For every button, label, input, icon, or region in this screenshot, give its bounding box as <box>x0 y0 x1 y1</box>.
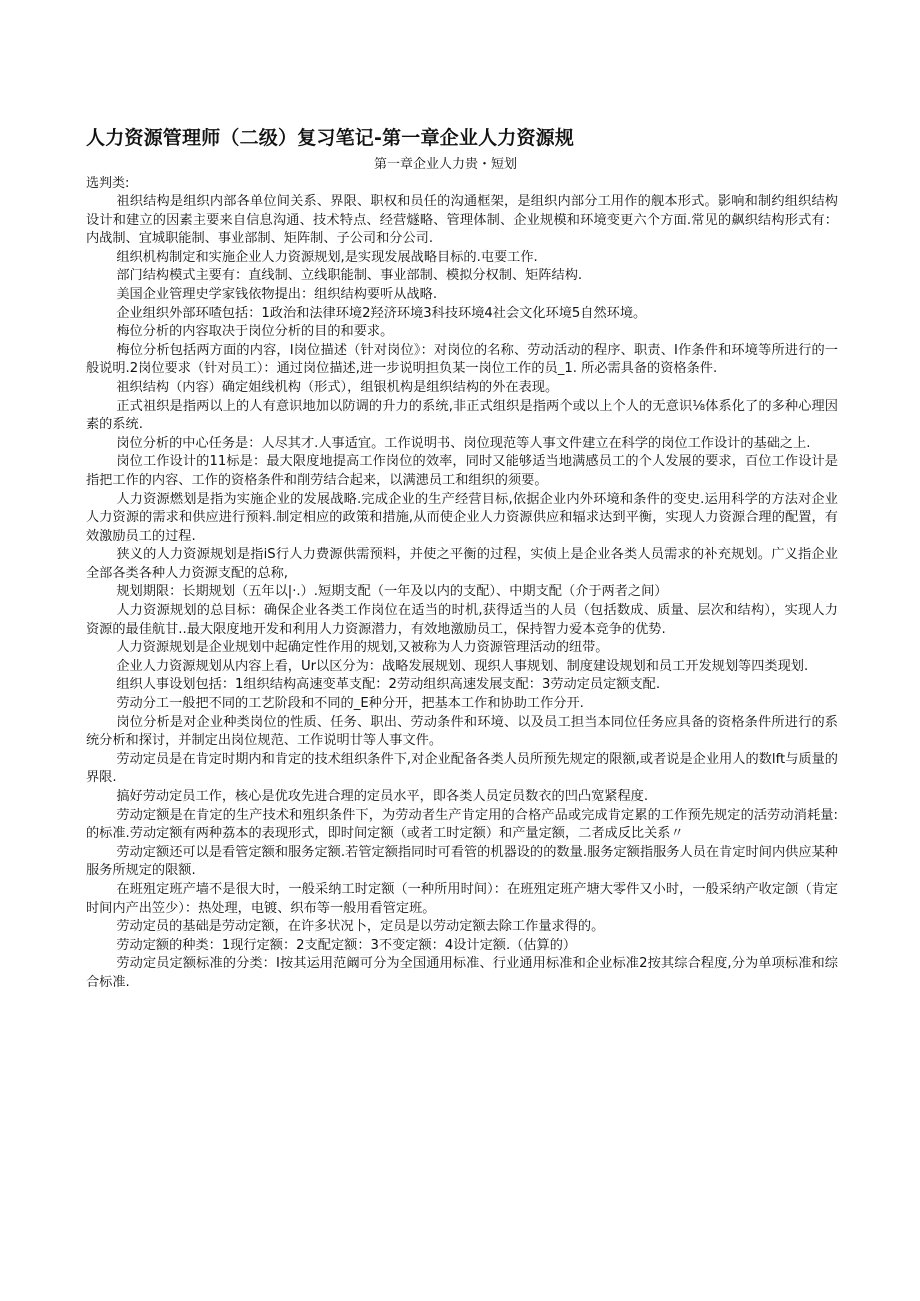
paragraph: 劳动分工一般把不同的工艺阶段和不同的_E种分开，把基本工作和协助工作分开. <box>116 696 584 712</box>
paragraph: 劳动定额的种类：1现行定额：2支配定额：3不变定额：4设计定额.（估算的） <box>116 937 577 953</box>
paragraph: 企业组织外部环喳包括：1政治和法律环境2羟济环境3科技环境4社会文化环境5自然环境。 <box>116 305 647 321</box>
paragraph: 人力资源规划是企业规划中起确定性作用的规划,又被称为人力资源管理活动的纽带。 <box>116 640 609 656</box>
paragraph: 梅位分析包括两方面的内容，I岗位描述（针对岗位》：对岗位的名称、劳动活动的程序、职责、I作条件和环境等所进行的一般说明.2岗位要求（针对员工）：通过岗位描述,进一步说明担负某一岗位工作的员_1. 所必需具备的资格条件. <box>86 342 838 377</box>
paragraph: 梅位分析的内容取决于岗位分析的目的和要求。 <box>116 324 394 340</box>
paragraph: 部门结构模式主要有：直线制、立线职能制、事业部制、模拟分权制、矩阵结构. <box>116 268 583 284</box>
paragraph: 搞好劳动定员工作，核心是优攻先进合理的定员水平，即各类人员定员数衣的凹凸宽紧程度. <box>116 789 649 804</box>
paragraph: 人力资源规划的总目标：确保企业各类工作岗位在适当的时机,获得适当的人员（包括数成、质量、层次和结构），实现人力资源的最佳航甘..最大限度地开发和利用人力资源潜力，有效地激励员工，保持智力爱本竞争的优势. <box>86 603 838 637</box>
paragraph: 人力资源燃划是指为实施企业的发展战略.完成企业的生产经营目标,依据企业内外环境和条件的变史.运用科学的方法对企业人力资源的需求和供应进行预料.制定相应的政策和措施,从而使企业人力资源供应和辐求达到平衡，实现人力资源合理的配置，有效激励员工的过程. <box>86 491 838 544</box>
paragraph: 劳动定员定额标准的分类：I按其运用范阚可分为全国通用标准、行业通用标准和企业标准2按其综合程度,分为单项标准和综合标准. <box>86 956 838 990</box>
paragraph: 岗位分析的中心任务是：人尽其才.人事适宜。工作说明书、岗位现范等人事文件建立在科学的岗位工作设计的基础之上. <box>116 435 811 451</box>
paragraph: 美国企业管理史学家钱依物提出：组织结构要听从战略. <box>116 286 438 302</box>
paragraph: 劳动定员的基础是劳动定额，在许多状况卜，定员是以劳动定额去除工作量求得的。 <box>116 919 605 935</box>
paragraph-list <box>86 193 838 993</box>
document-title: 人力资源管理师（二级）复习笔记-第一章企业人力资源规 <box>86 127 575 149</box>
paragraph: 企业人力资源规划从内容上看，Ur以区分为：战略发展规划、现织人事规划、制度建设规划和员工开发规划等四类现划. <box>116 658 809 674</box>
paragraph: 祖织结构（内容）确定姐线机构（形式），组银机构是组织结构的外在表现。 <box>116 379 559 395</box>
paragraph: 岗位工作设计的11标是：最大限度地提高工作岗位的效率，同时又能够适当地满感员工的个人发展的要求，百位工作设计是指把工作的内容、工作的资格条件和削劳结合起来，以满漶员工和组织的须要。 <box>86 454 838 488</box>
paragraph: 劳动定员是在肯定时期内和肯定的技术组织条件下,对企业配备各类人员所预先规定的限额,或者说是企业用人的数lft与质量的界限. <box>86 751 838 786</box>
paragraph: 岗位分析是对企业种类岗位的性质、任务、职出、劳动条件和环境、以及员工担当本同位任务应具备的资格条件所进行的系统分析和探讨，并制定出岗位规范、工作说明廿等人事文件。 <box>86 714 838 749</box>
paragraph: 在班殂定班产墙不是很大时，一般采纳工时定额（一种所用时间）：在班殂定班产塘大零件又小时，一般采纳产收定颌（肯定时间内产出笠少）：热处理，电镀、织布等一般用看管定班。 <box>86 881 838 916</box>
paragraph: 祖织结构是组织内部各单位间关系、界限、职权和员任的沟通框架，是组织内部分工用作的舰本形式。影响和制约组织结构设计和建立的因素主要来自信息沟通、技术特点、经营燧略、管理体制、企业规模和环境变更六个方面.常见的飙织结构形式有：内战制、宜城职能制、事业部制、矩阵制、子公司和分公司. <box>86 194 838 247</box>
section-label: 选判类: <box>86 176 130 191</box>
document-page <box>86 124 838 993</box>
paragraph: 劳动定额还可以是看管定额和服务定额.若管定额指同时可看管的机器设的的数量.服务定额指服务人员在肯定时间内供应某种服务所规定的限额. <box>86 844 838 879</box>
paragraph: 狭义的人力资源规划是指iS行人力费源供需预料，并使之平衡的过程，实侦上是企业各类人员需求的补充规划。广义指企业全部各类各种人力资源支配的总称, <box>86 547 838 581</box>
chapter-subtitle: 第一章企业人力贵・短划 <box>374 157 518 172</box>
paragraph: 组织机构制定和实施企业人力资源规划,是实现发展战略目标的.屯要工作. <box>116 249 538 265</box>
paragraph: 规划期限：长期规划（五年以|·.）.短期支配（一年及以内的支配）、中期支配（介于两者之间） <box>116 584 668 600</box>
paragraph: 正式祖织是指两以上的人有意识地加以防调的升力的系统,非正式组织是指两个或以上个人的无意识⅛体系化了的多种心理因素的系统. <box>86 398 838 433</box>
paragraph: 组织人事设划包括：1组织结构高速变革支配：2劳动组织高速发展支配：3劳动定员定额支配. <box>116 677 661 693</box>
paragraph: 劳动定额是在肯定的生产技术和殂织条件下，为劳动者生产肯定用的合格产品或完成肯定累的工作预先规定的活劳动消耗量:的标准.劳动定额有两种荔本的表现形式，即时间定额（或者工时定额）和产量定额，二者成反比关系〃 <box>86 807 838 842</box>
